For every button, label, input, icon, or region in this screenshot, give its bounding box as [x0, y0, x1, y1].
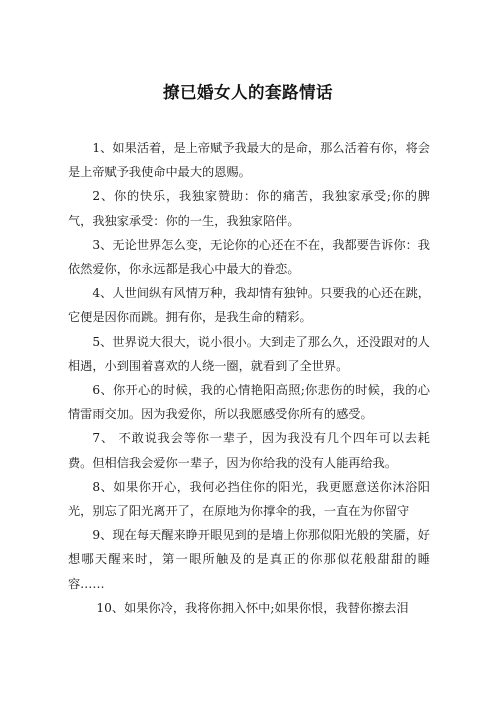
paragraph-5: 5、世界说大很大，说小很小。大到走了那么久，还没跟对的人相遇，小到围着喜欢的人绕一圈，就看到了全世界。	[68, 334, 430, 373]
paragraph-6: 6、你开心的时候，我的心情艳阳高照;你悲伤的时候，我的心情雷雨交加。因为我爱你，所以我愿感受你所有的感受。	[68, 383, 430, 422]
document-body	[68, 136, 430, 620]
paragraph-7: 7、 不敢说我会等你一辈子，因为我没有几个四年可以去耗费。但相信我会爱你一辈子，因为你给我的没有人能再给我。	[68, 431, 430, 470]
paragraph-10: 10、如果你冷，我将你拥入怀中;如果你恨，我替你擦去泪	[96, 600, 409, 615]
paragraph-3: 3、无论世界怎么变，无论你的心还在不在，我都要告诉你：我依然爱你，你永远都是我心中最大的眷恋。	[68, 237, 430, 277]
paragraph-1: 1、如果活着，是上帝赋予我最大的是命，那么活着有你，将会是上帝赋予我使命中最大的恩赐。	[68, 141, 430, 180]
paragraph-4: 4、人世间纵有风情万种，我却情有独钟。只要我的心还在跳，它便是因你而跳。拥有你，是我生命的精彩。	[68, 286, 430, 325]
document-title: 撩已婚女人的套路情话	[163, 83, 333, 102]
paragraph-8: 8、如果你开心，我何必挡住你的阳光，我更愿意送你沐浴阳光，别忘了阳光离开了，在原地为你撑伞的我，一直在为你留守	[68, 479, 430, 519]
paragraph-9: 9、现在每天醒来睁开眼见到的是墙上你那似阳光般的笑靥，好想哪天醒来时，第一眼所触及的是真正的你那似花般甜甜的睡容……	[68, 528, 430, 591]
paragraph-2: 2、你的快乐，我独家赞助：你的痛苦，我独家承受;你的脾气，我独家承受：你的一生，我独家陪伴。	[68, 189, 430, 228]
